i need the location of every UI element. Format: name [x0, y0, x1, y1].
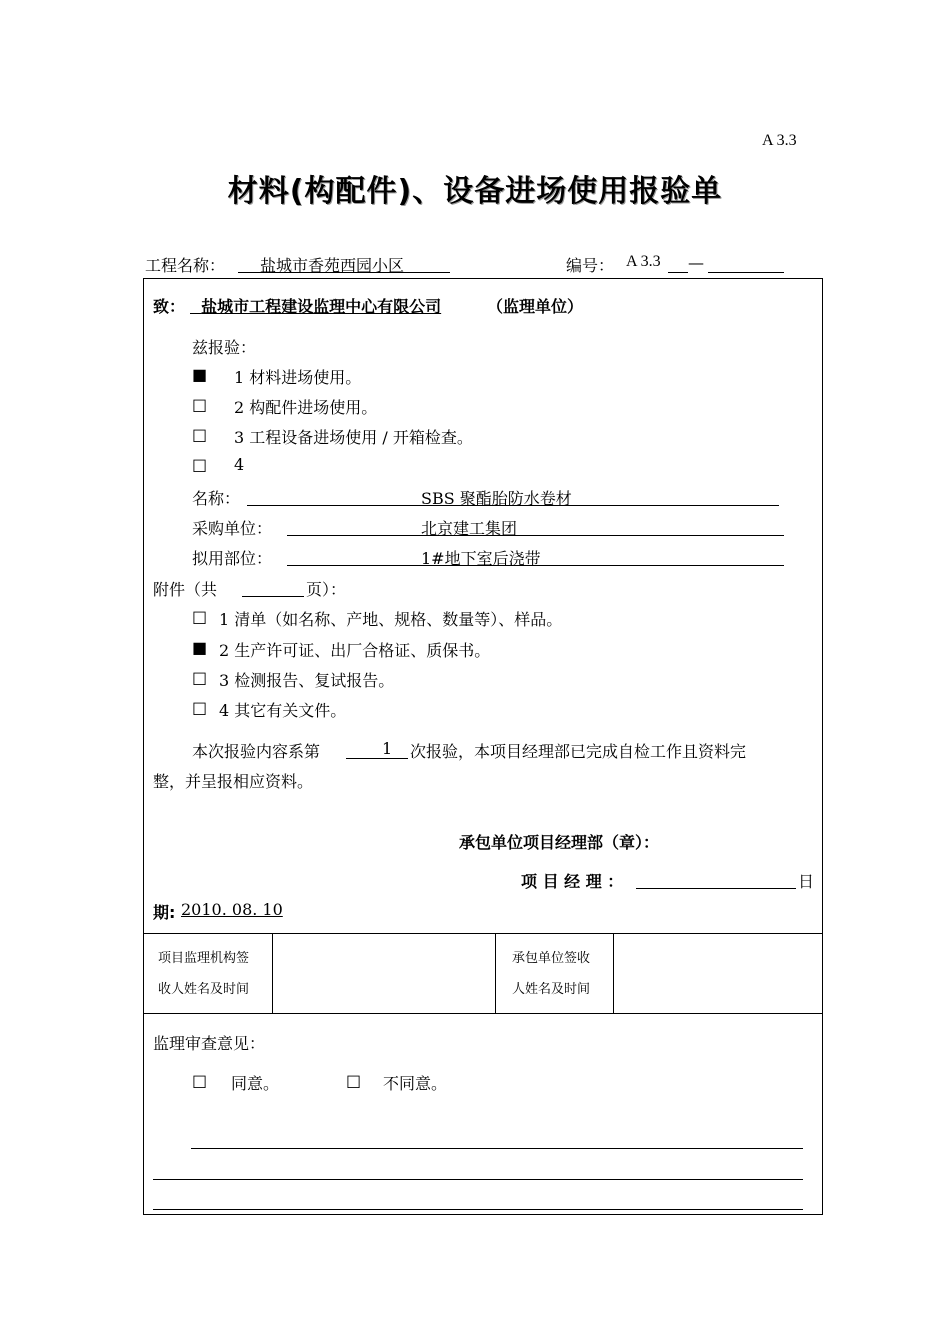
option-label: 3 工程设备进场使用 / 开箱检查。 [234, 428, 473, 447]
review-line [153, 1179, 803, 1180]
location-label: 拟用部位： [192, 549, 273, 568]
project-name: 盐城市香苑西园小区 [260, 256, 405, 275]
review-label: 监理审查意见： [153, 1034, 266, 1053]
date-prefix-right: 日 [798, 872, 815, 891]
checkbox-empty: □ [192, 607, 208, 626]
attachment-label: 3 检测报告、复试报告。 [219, 671, 395, 690]
buyer-value: 北京建工集团 [421, 519, 518, 538]
buyer-label: 采购单位： [192, 519, 273, 538]
agree-label: 同意。 [231, 1074, 280, 1093]
divider [143, 933, 823, 934]
number-blank-1 [668, 272, 688, 273]
option-label: 1 材料进场使用。 [234, 368, 362, 387]
supervisor-receipt-label: 项目监理机构签 收人姓名及时间 [158, 951, 250, 997]
checkbox-empty: □ [192, 668, 208, 687]
checkbox-empty: □ [192, 425, 208, 444]
statement-count: 1 [382, 739, 393, 758]
checkbox-empty: □ [192, 1071, 208, 1090]
number-label: 编号： [566, 256, 615, 275]
option-item [192, 395, 207, 414]
divider [613, 933, 614, 1013]
review-line [191, 1148, 803, 1149]
date-value: 2010. 08. 10 [181, 900, 283, 919]
checkbox-empty: □ [346, 1071, 362, 1090]
checkbox-empty: □ [192, 698, 208, 717]
to-suffix: （监理单位） [487, 297, 584, 316]
divider [143, 1013, 823, 1014]
attachments-prefix: 附件（共 [153, 580, 218, 599]
statement-post: 次报验，本项目经理部已完成自检工作且资料完 [410, 742, 747, 761]
attachments-suffix: 页）： [306, 580, 347, 599]
attachment-label: 2 生产许可证、出厂合格证、质保书。 [219, 641, 491, 660]
date-label: 期: [153, 903, 176, 922]
disagree-label: 不同意。 [383, 1074, 448, 1093]
divider [495, 933, 496, 1013]
to-unit: 盐城市工程建设监理中心有限公司 [201, 297, 442, 316]
option-label: 4 [234, 455, 245, 474]
to-label: 致： [153, 297, 186, 316]
checkbox-checked: ■ [192, 365, 208, 384]
option-label: 2 构配件进场使用。 [234, 398, 378, 417]
option-item [192, 425, 207, 444]
project-label: 工程名称： [145, 256, 226, 275]
checkbox-empty: □ [192, 455, 208, 474]
statement-pre: 本次报验内容系第 [192, 742, 321, 761]
form-code: A 3.3 [762, 132, 797, 149]
name-label: 名称： [192, 489, 241, 508]
name-value: SBS 聚酯胎防水卷材 [421, 489, 572, 508]
manager-underline [636, 888, 796, 889]
contractor-dept: 承包单位项目经理部（章）： [459, 833, 660, 852]
attachment-label: 4 其它有关文件。 [219, 701, 347, 720]
contractor-receipt-label: 承包单位签收 人姓名及时间 [512, 951, 591, 997]
attachments-pages-blank [242, 596, 304, 597]
buyer-underline [287, 535, 784, 536]
number-value: A 3.3 [626, 253, 661, 270]
option-item [192, 365, 207, 384]
option-item [192, 455, 207, 474]
number-sep: — [688, 253, 704, 272]
review-line [153, 1209, 803, 1210]
statement-line2: 整，并呈报相应资料。 [153, 772, 314, 791]
checkbox-empty: □ [192, 395, 208, 414]
divider [272, 933, 273, 1013]
statement-count-underline [346, 758, 408, 759]
form-title: 材料(构配件)、设备进场使用报验单 [227, 174, 723, 209]
manager-label: 项 目 经 理 ： [521, 872, 624, 891]
attachment-label: 1 清单（如名称、产地、规格、数量等）、样品。 [219, 610, 563, 629]
report-intro: 兹报验： [192, 338, 257, 357]
checkbox-checked: ■ [192, 638, 208, 657]
location-value: 1#地下室后浇带 [421, 549, 541, 568]
number-blank-2 [708, 272, 784, 273]
